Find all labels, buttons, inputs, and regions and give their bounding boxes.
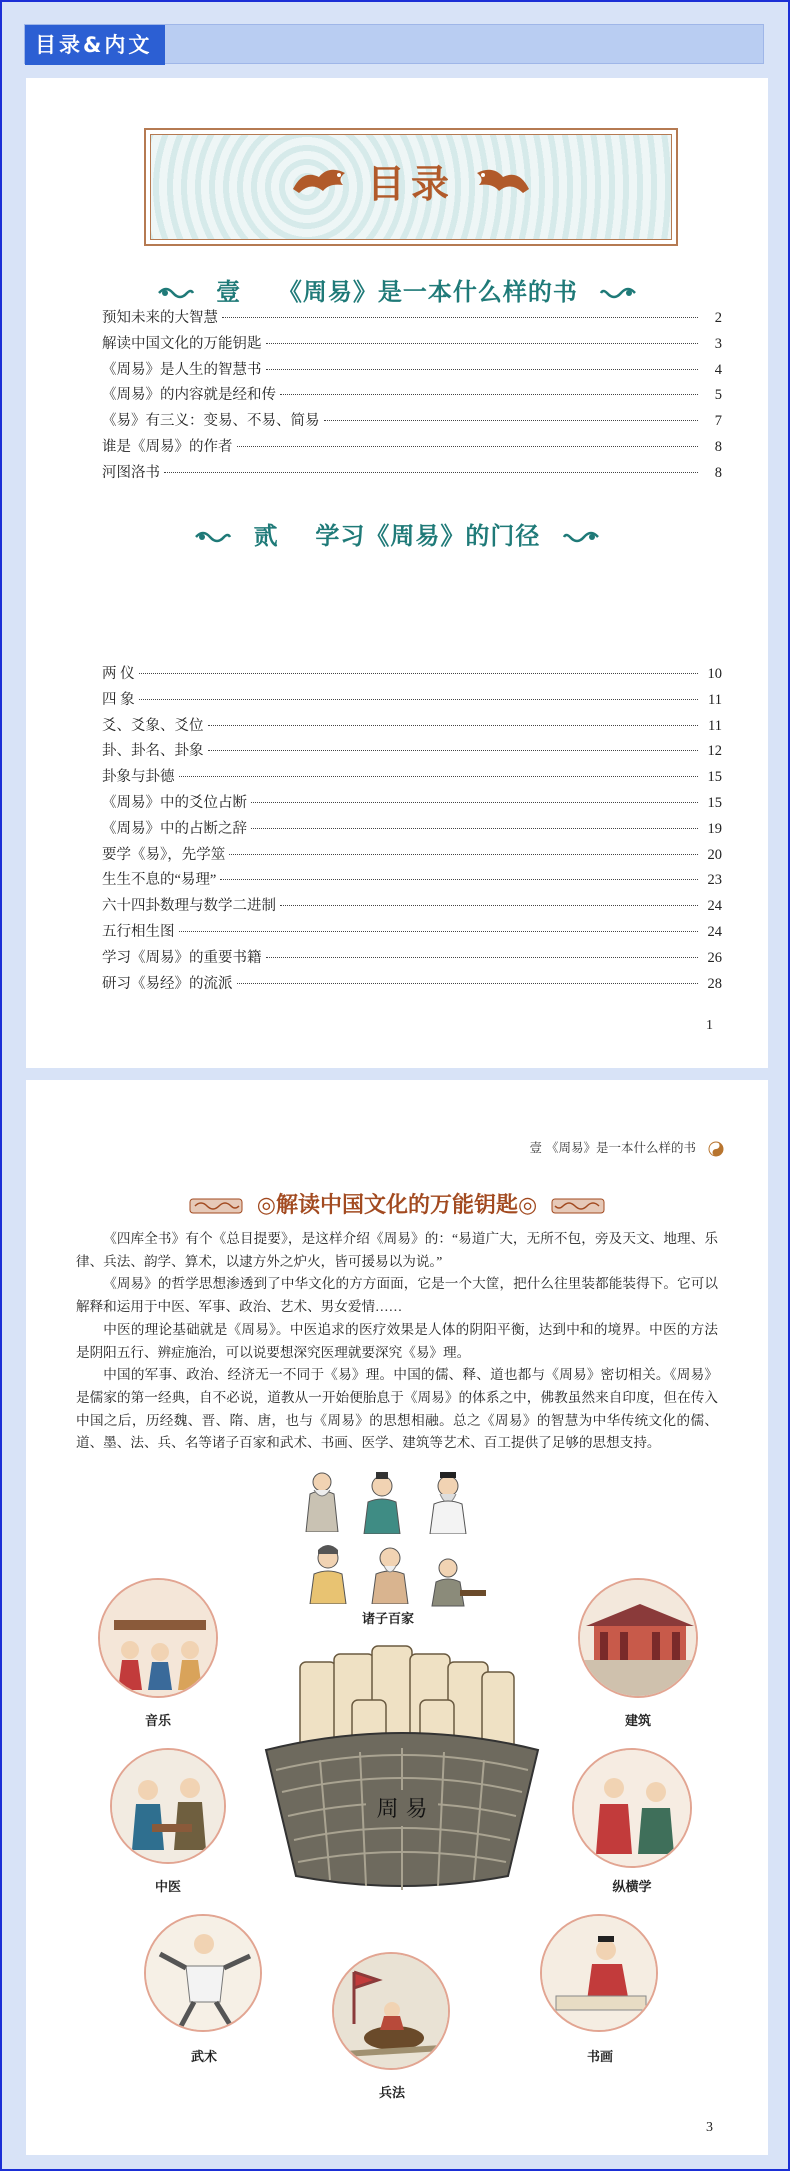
toc-entry-title: 《周易》中的爻位占断 [102, 794, 247, 811]
toc-entry[interactable] [102, 409, 722, 435]
dot-leader [280, 394, 698, 395]
toc-entry-page: 11 [708, 691, 722, 708]
article-page [26, 1080, 768, 2155]
caption-zhuzi: 诸子百家 [361, 1612, 414, 1627]
dot-leader [179, 776, 699, 777]
toc-entry[interactable] [102, 972, 722, 998]
toc-entry[interactable] [102, 791, 722, 817]
toc-entry-title: 四 象 [102, 691, 135, 708]
header-bar [24, 24, 764, 64]
paragraph: 中国的军事、政治、经济无一不同于《易》理。中国的儒、释、道也都与《周易》密切相关。《周易》是儒家的第一经典，自不必说，道教从一开始便胎息于《周易》的体系之中，佛教虽然来自印度，但在传入中国之后，历经魏、晋、隋、唐，也与《周易》的思想相融。总之《周易》的智慧为中华传统文化的儒、道、墨、法、兵、名等诸子百家和武术、书画、医学、建筑等艺术、百工提供了足够的思想支持。 [76, 1367, 718, 1451]
wushu-illustration [144, 1914, 262, 2032]
cloud-ornament-icon [562, 528, 600, 546]
cloud-ornament-icon [157, 284, 195, 302]
toc-entry[interactable] [102, 435, 722, 461]
toc-entry-title: 解读中国文化的万能钥匙 [102, 335, 262, 352]
caption-shuhua: 书画 [586, 2050, 613, 2065]
caption-arch: 建筑 [624, 1714, 651, 1729]
shuhua-illustration [540, 1914, 658, 2032]
dot-leader [208, 725, 699, 726]
toc-title-box [144, 128, 678, 246]
toc-entry-title: 谁是《周易》的作者 [102, 438, 233, 455]
toc-entry-page: 15 [707, 769, 722, 786]
sage-figure-image [366, 1542, 414, 1604]
running-head [530, 1138, 724, 1157]
toc-entry[interactable] [102, 946, 722, 972]
dot-leader [266, 343, 699, 344]
toc-entry-page: 7 [714, 413, 722, 430]
sage-figure-image [424, 1472, 472, 1534]
toc-entry-title: 学习《周易》的重要书籍 [102, 949, 262, 966]
sage-figure-image [428, 1548, 488, 1610]
toc-entry-page: 2 [714, 310, 722, 326]
toc-entry-title: 卦、卦名、卦象 [102, 743, 204, 760]
dot-leader [139, 673, 698, 674]
toc-entry[interactable] [102, 461, 722, 487]
toc-entry-page: 28 [707, 975, 722, 992]
page-number: 1 [706, 1018, 713, 1033]
toc-entry-page: 3 [714, 335, 722, 352]
toc-entry-page: 19 [707, 820, 722, 837]
toc-entry-page: 4 [714, 361, 722, 378]
toc-entry-page: 26 [707, 949, 722, 966]
running-head-text: 壹 《周易》是一本什么样的书 [529, 1140, 697, 1155]
toc-entry-page: 20 [707, 846, 722, 863]
toc-entry-title: 生生不息的“易理” [102, 872, 217, 889]
toc-entry-title: 河图洛书 [102, 464, 160, 481]
section-tag: 目录&内文 [25, 25, 165, 65]
article-title-text: ◎解读中国文化的万能钥匙◎ [256, 1193, 538, 1218]
toc-entry[interactable] [102, 383, 722, 409]
section-number: 壹 [216, 278, 242, 306]
caption-wushu: 武术 [190, 2050, 217, 2065]
paragraph: 《四库全书》有个《总目提要》，是这样介绍《周易》的：“易道广大，无所不包，旁及天文、地理、乐律、兵法、韵学、算术，以逮方外之炉火，皆可援易以为说。” [76, 1231, 718, 1269]
yin-yang-icon [708, 1141, 724, 1157]
basket-label: 周 易 [376, 1797, 428, 1822]
toc-entry[interactable] [102, 817, 722, 843]
toc-entry-page: 8 [714, 464, 722, 481]
zhouyi-basket-image [260, 1640, 544, 1890]
toc-title: 目录 [366, 162, 455, 206]
toc-entry[interactable] [102, 765, 722, 791]
toc-list-2 [102, 662, 722, 997]
toc-entry[interactable] [102, 358, 722, 384]
toc-entry[interactable] [102, 306, 722, 332]
section-title: 《周易》是一本什么样的书 [277, 278, 578, 306]
toc-entry-page: 24 [707, 898, 722, 915]
sage-figure-image [358, 1472, 406, 1534]
toc-entry-page: 10 [707, 666, 722, 682]
article-body [76, 1228, 718, 1455]
zongheng-illustration [572, 1748, 692, 1868]
dot-leader [179, 931, 699, 932]
dot-leader [139, 699, 698, 700]
toc-entry-title: 五行相生图 [102, 923, 175, 940]
cloud-ornament-icon [194, 528, 232, 546]
article-title [26, 1188, 768, 1219]
toc-entry[interactable] [102, 843, 722, 869]
medicine-illustration [110, 1748, 226, 1864]
caption-med: 中医 [154, 1880, 181, 1895]
bingfa-illustration [332, 1952, 450, 2070]
toc-entry[interactable] [102, 662, 722, 688]
toc-entry[interactable] [102, 920, 722, 946]
toc-entry[interactable] [102, 868, 722, 894]
toc-entry-page: 11 [708, 717, 722, 734]
dot-leader [266, 369, 699, 370]
toc-entry-page: 23 [707, 872, 722, 889]
dot-leader [237, 446, 699, 447]
toc-entry[interactable] [102, 894, 722, 920]
toc-entry-title: 《周易》是人生的智慧书 [102, 361, 262, 378]
toc-entry[interactable] [102, 739, 722, 765]
toc-entry-page: 8 [714, 438, 722, 455]
section-heading-1 [26, 272, 768, 307]
dot-leader [251, 828, 698, 829]
toc-page [26, 78, 768, 1068]
toc-entry-title: 《易》有三义：变易、不易、简易 [102, 413, 320, 430]
toc-entry-page: 24 [707, 923, 722, 940]
toc-entry-page: 12 [707, 743, 722, 760]
caption-music: 音乐 [144, 1714, 171, 1729]
dot-leader [237, 983, 699, 984]
sage-figure-image [298, 1470, 346, 1532]
dot-leader [208, 750, 699, 751]
dragon-icon [469, 163, 533, 197]
toc-entry-title: 《周易》中的占断之辞 [102, 820, 247, 837]
section-title: 学习《周易》的门径 [315, 522, 541, 550]
music-illustration [98, 1578, 218, 1698]
caption-bingfa: 兵法 [378, 2086, 405, 2101]
toc-entry[interactable] [102, 688, 722, 714]
toc-entry-page: 15 [707, 794, 722, 811]
dot-leader [222, 317, 698, 318]
dot-leader [266, 957, 699, 958]
toc-entry-title: 卦象与卦德 [102, 769, 175, 786]
scroll-ornament-icon [551, 1196, 605, 1216]
toc-entry-title: 要学《易》，先学筮 [102, 846, 226, 863]
toc-entry-title: 《周易》的内容就是经和传 [102, 387, 276, 404]
dot-leader [324, 420, 699, 421]
toc-list-1 [102, 306, 722, 487]
toc-entry[interactable] [102, 714, 722, 740]
paragraph: 《周易》的哲学思想渗透到了中华文化的方方面面，它是一个大筐，把什么往里装都能装得下。它可以解释和运用于中医、军事、政治、艺术、男女爱情…… [76, 1276, 718, 1315]
toc-entry-title: 爻、爻象、爻位 [102, 717, 204, 734]
toc-entry[interactable] [102, 332, 722, 358]
scroll-ornament-icon [189, 1196, 243, 1216]
dot-leader [220, 879, 698, 880]
caption-zongheng: 纵横学 [612, 1880, 652, 1895]
page-number: 3 [706, 2120, 713, 2135]
paragraph: 中医的理论基础就是《周易》。中医追求的医疗效果是人体的阴阳平衡，达到中和的境界。中医的方法是阴阳五行、辨症施治，可以说要想深究医理就要深究《易》理。 [76, 1321, 718, 1360]
dot-leader [280, 905, 698, 906]
toc-entry-title: 六十四卦数理与数学二进制 [102, 898, 276, 915]
toc-entry-page: 5 [714, 387, 722, 404]
cloud-ornament-icon [599, 284, 637, 302]
sage-figure-image [304, 1542, 352, 1604]
toc-entry-title: 预知未来的大智慧 [102, 310, 218, 326]
section-heading-2 [26, 516, 768, 551]
section-number: 贰 [253, 522, 279, 550]
dot-leader [164, 472, 698, 473]
toc-entry-title: 研习《易经》的流派 [102, 975, 233, 992]
toc-entry-title: 两 仪 [102, 666, 135, 682]
dot-leader [229, 854, 698, 855]
dot-leader [251, 802, 698, 803]
architecture-illustration [578, 1578, 698, 1698]
